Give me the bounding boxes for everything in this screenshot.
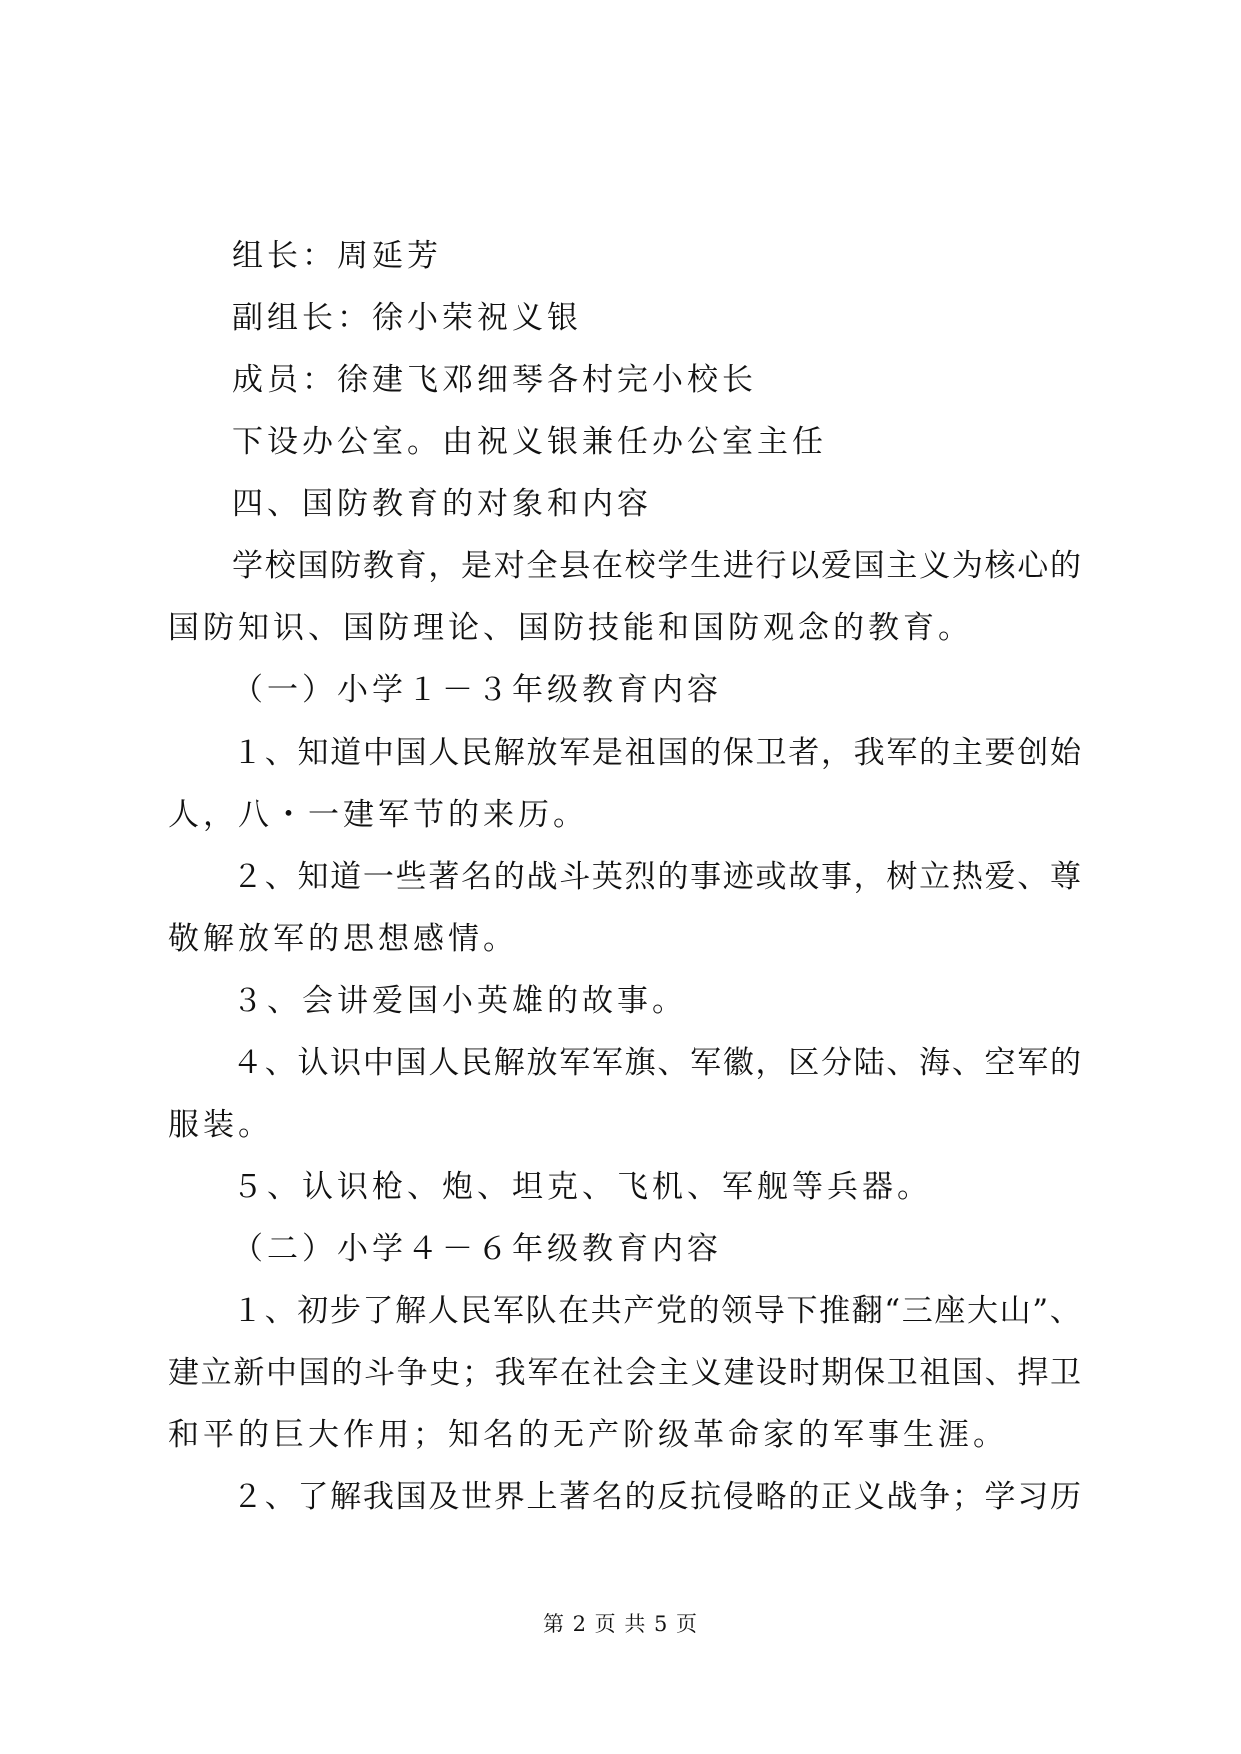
text-line-10: 人，八・一建军节的来历。: [168, 797, 588, 833]
text-line-8: （一）小学１－３年级教育内容: [232, 672, 722, 708]
text-line-3: 成员：徐建飞邓细琴各村完小校长: [232, 362, 757, 398]
text-line-4: 下设办公室。由祝义银兼任办公室主任: [232, 424, 827, 460]
text-line-11: ２、知道一些著名的战斗英烈的事迹或故事，树立热爱、尊: [232, 859, 1083, 895]
page-number-footer: 第 2 页 共 5 页: [542, 1612, 699, 1636]
text-line-1: 组长：周延芳: [232, 238, 442, 274]
text-line-17: （二）小学４－６年级教育内容: [232, 1231, 722, 1267]
text-line-16: ５、认识枪、炮、坦克、飞机、军舰等兵器。: [232, 1169, 932, 1205]
text-line-18: １、初步了解人民军队在共产党的领导下推翻“三座大山”、: [232, 1293, 1083, 1329]
text-line-15: 服装。: [168, 1107, 273, 1143]
text-line-20: 和平的巨大作用；知名的无产阶级革命家的军事生涯。: [168, 1417, 1008, 1453]
text-line-2: 副组长：徐小荣祝义银: [232, 300, 582, 336]
text-line-19: 建立新中国的斗争史；我军在社会主义建设时期保卫祖国、捍卫: [168, 1355, 1083, 1391]
text-line-12: 敬解放军的思想感情。: [168, 921, 518, 957]
text-line-9: １、知道中国人民解放军是祖国的保卫者，我军的主要创始: [232, 735, 1083, 771]
text-line-7: 国防知识、国防理论、国防技能和国防观念的教育。: [168, 610, 973, 646]
text-line-21: ２、了解我国及世界上著名的反抗侵略的正义战争；学习历: [232, 1479, 1083, 1515]
text-line-5: 四、国防教育的对象和内容: [232, 486, 652, 522]
text-line-6: 学校国防教育，是对全县在校学生进行以爱国主义为核心的: [232, 548, 1083, 584]
text-line-14: ４、认识中国人民解放军军旗、军徽，区分陆、海、空军的: [232, 1045, 1083, 1081]
text-line-13: ３、会讲爱国小英雄的故事。: [232, 983, 687, 1019]
